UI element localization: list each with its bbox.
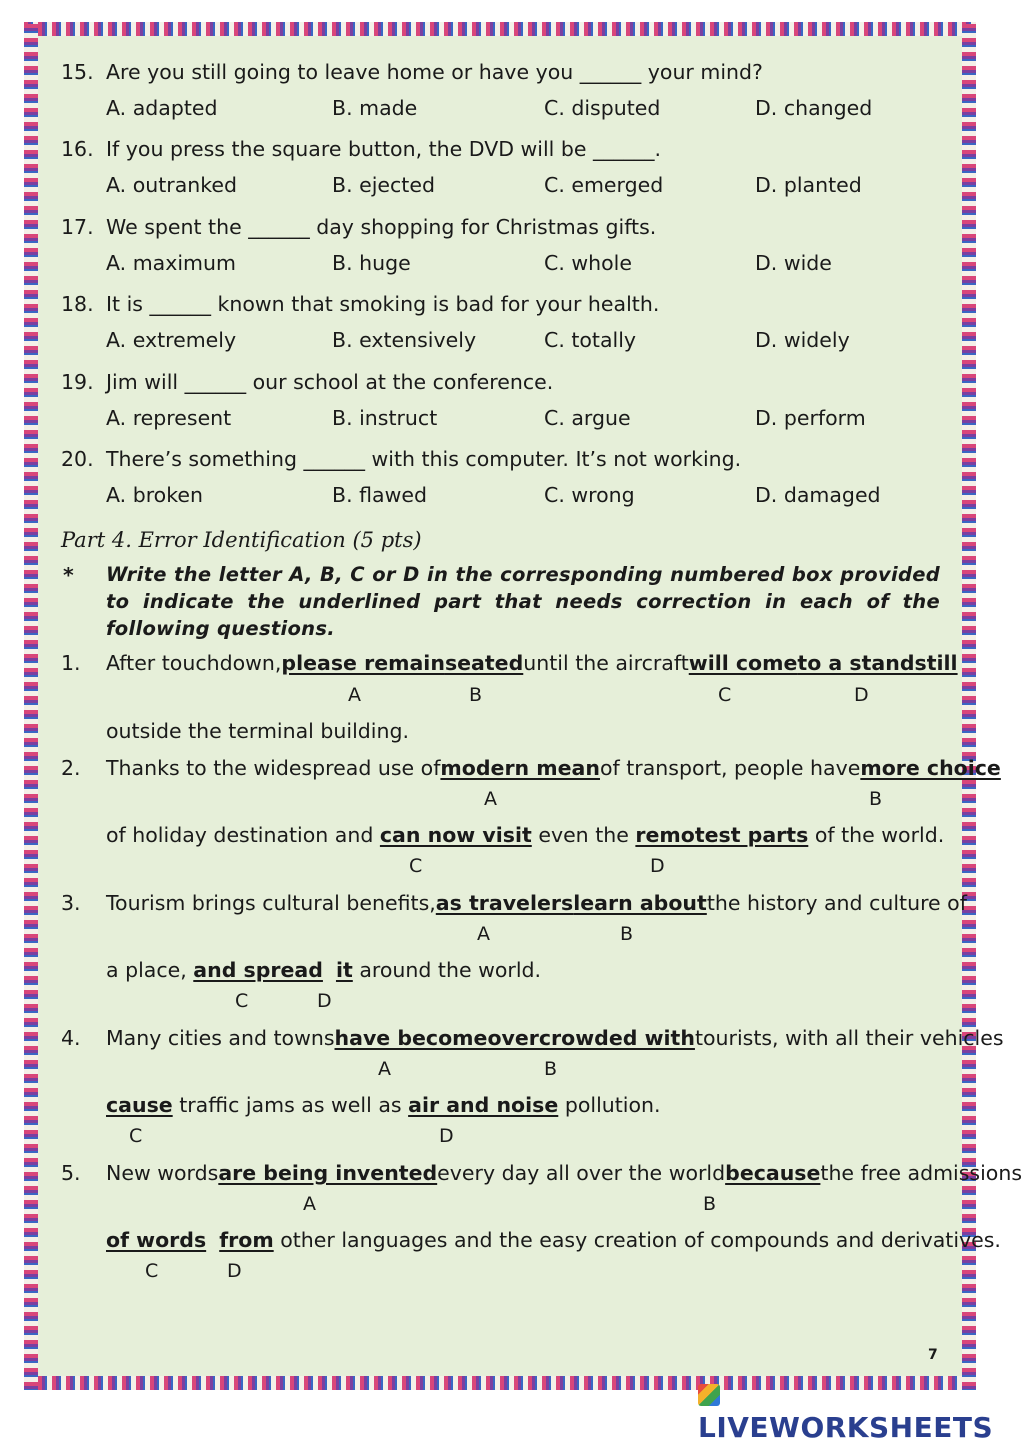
liveworksheets-logo: LIVEWORKSHEETS xyxy=(698,1378,1000,1444)
instruction-bullet: * xyxy=(63,563,74,587)
error-number: 5. xyxy=(61,1161,81,1185)
error-1-line-2: outside the terminal building. xyxy=(106,719,410,743)
question-number: 17. xyxy=(61,215,94,239)
question-number: 19. xyxy=(61,370,94,394)
label-b: B xyxy=(703,1193,717,1215)
error-5-option-a[interactable]: are being invented xyxy=(218,1161,438,1185)
question-number: 16. xyxy=(61,137,94,161)
answer-option-d[interactable]: D. wide xyxy=(755,251,832,275)
answer-option-b[interactable]: B. made xyxy=(332,96,418,120)
answer-option-b[interactable]: B. extensively xyxy=(332,328,477,352)
answer-option-d[interactable]: D. perform xyxy=(755,406,866,430)
label-c: C xyxy=(409,855,423,877)
question-text: There’s something ______ with this computer. It’s not working. xyxy=(106,447,742,471)
answer-option-a[interactable]: A. broken xyxy=(106,483,203,507)
label-a: A xyxy=(484,788,497,810)
error-3-line-1: Tourism brings cultural benefits, as travelers learn about the history and culture of xyxy=(106,891,967,915)
answer-option-c[interactable]: C. totally xyxy=(544,328,637,352)
error-5-option-c[interactable]: of words xyxy=(106,1228,207,1252)
label-b: B xyxy=(620,923,634,945)
label-a: A xyxy=(378,1058,391,1080)
label-c: C xyxy=(718,684,732,706)
answer-option-a[interactable]: A. outranked xyxy=(106,173,238,197)
label-b: B xyxy=(869,788,883,810)
error-3-option-a[interactable]: as travelers xyxy=(435,891,574,915)
error-number: 4. xyxy=(61,1026,81,1050)
label-d: D xyxy=(227,1260,242,1282)
label-d: D xyxy=(439,1125,454,1147)
answer-option-c[interactable]: C. whole xyxy=(544,251,632,275)
label-d: D xyxy=(650,855,665,877)
answer-option-c[interactable]: C. wrong xyxy=(544,483,635,507)
error-4-option-b[interactable]: overcrowded with xyxy=(487,1026,695,1050)
answer-option-a[interactable]: A. adapted xyxy=(106,96,218,120)
error-1-option-a[interactable]: please remain xyxy=(281,651,445,675)
label-c: C xyxy=(145,1260,159,1282)
label-d: D xyxy=(317,990,332,1012)
error-3-option-d[interactable]: it xyxy=(335,958,353,982)
error-1-option-d[interactable]: to a standstill xyxy=(797,651,958,675)
answer-option-d[interactable]: D. changed xyxy=(755,96,873,120)
page-number: 7 xyxy=(928,1347,938,1363)
decorative-border-left xyxy=(24,24,38,1390)
error-3-line-2: a place, and spread it around the world. xyxy=(106,958,542,982)
question-text: Are you still going to leave home or have you ______ your mind? xyxy=(106,60,763,84)
question-text: Jim will ______ our school at the conference. xyxy=(106,370,554,394)
error-4-option-d[interactable]: air and noise xyxy=(408,1093,559,1117)
label-b: B xyxy=(544,1058,558,1080)
label-a: A xyxy=(303,1193,316,1215)
label-c: C xyxy=(129,1125,143,1147)
answer-option-b[interactable]: B. instruct xyxy=(332,406,438,430)
decorative-border-right xyxy=(962,24,976,1390)
error-number: 2. xyxy=(61,756,81,780)
label-b: B xyxy=(469,684,483,706)
label-c: C xyxy=(235,990,249,1012)
question-number: 20. xyxy=(61,447,94,471)
label-a: A xyxy=(348,684,361,706)
error-number: 3. xyxy=(61,891,81,915)
label-d: D xyxy=(854,684,869,706)
error-1-option-c[interactable]: will come xyxy=(688,651,798,675)
answer-option-b[interactable]: B. ejected xyxy=(332,173,435,197)
error-1-option-b[interactable]: seated xyxy=(444,651,524,675)
answer-option-a[interactable]: A. extremely xyxy=(106,328,237,352)
answer-option-b[interactable]: B. huge xyxy=(332,251,411,275)
error-2-line-1: Thanks to the widespread use of modern mean of transport, people have more choice xyxy=(106,756,1001,780)
error-3-option-c[interactable]: and spread xyxy=(193,958,323,982)
question-number: 15. xyxy=(61,60,94,84)
error-4-option-c[interactable]: cause xyxy=(106,1093,173,1117)
error-2-option-a[interactable]: modern mean xyxy=(440,756,600,780)
part4-heading: Part 4. Error Identification (5 pts) xyxy=(61,528,422,552)
label-a: A xyxy=(477,923,490,945)
part4-instruction: Write the letter A, B, C or D in the corresponding numbered box provided to indicate the underlined part that needs correction in each of the following questions. xyxy=(106,563,940,640)
logo-icon xyxy=(698,1384,720,1406)
answer-option-c[interactable]: C. argue xyxy=(544,406,631,430)
error-4-line-2: cause traffic jams as well as air and noise pollution. xyxy=(106,1093,661,1117)
question-number: 18. xyxy=(61,292,94,316)
question-text: If you press the square button, the DVD will be ______. xyxy=(106,137,662,161)
error-4-line-1: Many cities and towns have become overcrowded with tourists, with all their vehicles xyxy=(106,1026,1004,1050)
answer-option-b[interactable]: B. flawed xyxy=(332,483,427,507)
error-2-line-2: of holiday destination and can now visit even the remotest parts of the world. xyxy=(106,823,945,847)
error-2-option-b[interactable]: more choice xyxy=(860,756,1001,780)
error-number: 1. xyxy=(61,651,81,675)
answer-option-c[interactable]: C. disputed xyxy=(544,96,661,120)
error-5-option-b[interactable]: because xyxy=(725,1161,821,1185)
error-5-option-d[interactable]: from xyxy=(219,1228,274,1252)
error-5-line-2: of words from other languages and the easy creation of compounds and derivatives. xyxy=(106,1228,1001,1252)
question-text: We spent the ______ day shopping for Christmas gifts. xyxy=(106,215,657,239)
error-3-option-b[interactable]: learn about xyxy=(573,891,707,915)
error-5-line-1: New words are being invented every day all over the world because the free admissions xyxy=(106,1161,1022,1185)
decorative-border-top xyxy=(24,22,976,36)
answer-option-c[interactable]: C. emerged xyxy=(544,173,664,197)
answer-option-d[interactable]: D. planted xyxy=(755,173,862,197)
error-4-option-a[interactable]: have become xyxy=(334,1026,488,1050)
answer-option-d[interactable]: D. widely xyxy=(755,328,850,352)
error-2-option-d[interactable]: remotest parts xyxy=(635,823,809,847)
answer-option-d[interactable]: D. damaged xyxy=(755,483,881,507)
error-2-option-c[interactable]: can now visit xyxy=(379,823,532,847)
answer-option-a[interactable]: A. represent xyxy=(106,406,232,430)
answer-option-a[interactable]: A. maximum xyxy=(106,251,236,275)
error-1-line-1: After touchdown, please remain seated until the aircraft will come to a standstill xyxy=(106,651,958,675)
question-text: It is ______ known that smoking is bad for your health. xyxy=(106,292,660,316)
